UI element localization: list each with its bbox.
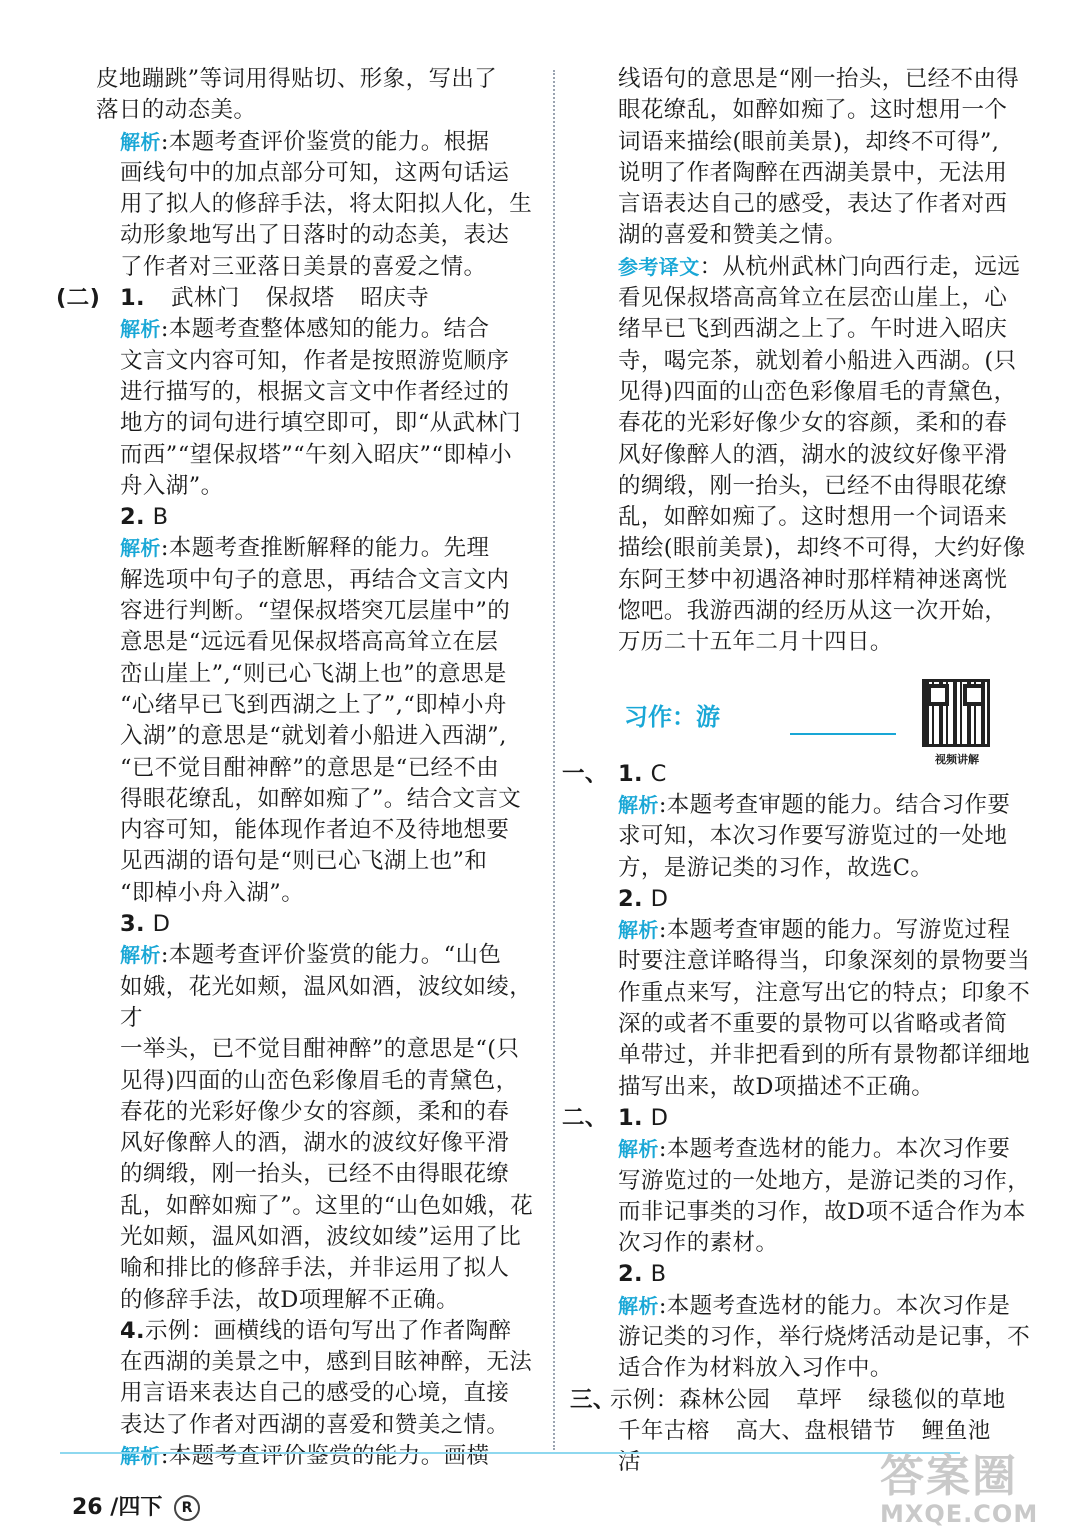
text-line: 文言文内容可知，作者是按照游览顺序 [120,347,510,374]
text-line: 湖的喜爱和赞美之情。 [618,222,848,249]
page-number [72,1490,200,1521]
section-marker: (二) [56,285,101,312]
text-line: 惚吧。我游西湖的经历从这一次开始， [618,598,1008,625]
answer: 昭庆寺 [360,285,430,312]
text-line: “已不觉目酣神醉”的意思是“已经不由 [120,754,500,781]
text-line: 得眼花缭乱，如醉如痴了”。结合文言文 [120,785,522,812]
jiexi-tag: 解析 [120,317,161,342]
jiexi-tag: 解析 [120,536,161,561]
text-line: 而西”“望保叔塔”“午刻入昭庆”“即棹小 [120,441,513,468]
text-line: 落日的动态美。 [96,97,257,124]
answer: B [152,504,169,531]
translation-tag: 参考译文 [618,254,700,279]
text-line: 言语表达自己的感受，表达了作者对西 [618,191,1008,218]
answer: D [152,911,171,938]
text-line: 本题考查审题的能力。写游览过程 [666,917,1011,944]
text-line: “即棹小舟入湖”。 [120,879,305,906]
text-line: 描写出来，故D项描述不正确。 [618,1073,935,1100]
text-line: 本题考查评价鉴赏的能力。画横 [168,1443,490,1470]
question-group-2: (二) 1. 武林门 保叔塔 昭庆寺 解析:本题考查整体感知的能力。结合 文言文内容可知，作者是按照游览顺序 进行描写的，根据文言文中作者经过的 地方的词句进行填空即可，即“从武林门 而西”“望保叔塔”“午刻入昭庆”“即棹小 舟入湖”。 2. B 解析:本题考查推断解释的能力。先理 解选项中句子的意思，再结合文言文内 容进行判断。“望保叔塔突兀层崖中”的 意思是“远远看见保叔塔高高耸立在层 峦山崖上”,“则已心飞湖上也”的意思是 “心绪早已飞到西湖之上了”,“即棹小舟 入湖”的意思是“就划着小船进入西湖”, “已不觉目酣神醉”的意思是“已经不由 得眼花缭乱，如醉如痴了”。结合文言文 内容可知，能体现作者迫不及待地想要 见西湖的语句是“则已心飞湖上也”和 “即棹小舟入湖”。 3. D 解析:本题考查评价鉴赏的能力。“山色 如娥，花光如颊，温风如酒，波纹如绫，才 一举头，已不觉目酣神醉”的意思是“(只 见得)四面的山峦色彩像眉毛的青黛色， 春花的光彩好像少女的容颜，柔和的春 风好像醉人的酒，湖水的波纹好像平滑 的绸缎，刚一抬头，已经不由得眼花缭 乱，如醉如痴了”。这里的“山色如娥，花 光如颊，温风如酒，波纹如绫”运用了比 喻和排比的修辞手法，并非运用了拟人 的修辞手法，故D项理解不正确。 4.示例：画横线的语句写出了作者陶醉 在西湖的美景之中，感到目眩神醉，无法 用言语来表达自己的感受的心境，直接 表达了作者对西湖的喜爱和赞美之情。 解析:本题考查评价鉴赏的能力。画横 [96,283,536,1472]
text-line: 词语来描绘(眼前美景)，却终不可得”, [618,128,1000,155]
text-line: 单带过，并非把看到的所有景物都详细地 [618,1042,1031,1069]
text-line: 见西湖的语句是“则已心飞湖上也”和 [120,848,488,875]
jiexi-block-a: 解析:本题考查评价鉴赏的能力。根据 画线句中的加点部分可知，这两句话运 用了拟人的修辞手法，将太阳拟人化，生 动形象地写出了日落时的动态美，表达 了作者对三亚落日美景的喜爱之情。 [96,127,536,283]
text-line: 乱，如醉如痴了。这时想用一个词语来 [618,504,1008,531]
text-line: 意思是“远远看见保叔塔高高耸立在层 [120,629,499,656]
text-line: 本题考查评价鉴赏的能力。“山色 [168,942,502,969]
text-line: 时要注意详略得当，印象深刻的景物要当 [618,948,1031,975]
text-line: 说明了作者陶醉在西湖美景中，无法用 [618,159,1008,186]
answer: 保叔塔 [265,285,335,312]
text-line: 风好像醉人的酒，湖水的波纹好像平滑 [618,441,1008,468]
answer: D [650,1104,669,1131]
text-line: 进行描写的，根据文言文中作者经过的 [120,378,510,405]
section-marker: 一、 [562,760,608,787]
text-line: 地方的词句进行填空即可，即“从武林门 [120,410,522,437]
text-line: 在西湖的美景之中，感到目眩神醉，无法 [120,1349,533,1376]
question-number: 3. [120,911,146,938]
edition-mark-icon: R [174,1495,200,1521]
question-number: 4. [120,1317,146,1344]
text-line: 乱，如醉如痴了”。这里的“山色如娥，花 [120,1192,534,1219]
text-line: 本题考查审题的能力。结合习作要 [666,791,1011,818]
text-line: 用言语来表达自己的感受的心境，直接 [120,1380,510,1407]
text-line: 风好像醉人的酒，湖水的波纹好像平滑 [120,1130,510,1157]
answer: 武林门 [171,285,240,312]
answer: 活 [618,1449,641,1476]
question-number: 1. [618,760,644,787]
text-line: 作重点来写，注意写出它的特点；印象不 [618,979,1031,1006]
text-line: 求可知，本次习作要写游览过的一处地 [618,823,1008,850]
answer: 示例：森林公园 [610,1386,771,1413]
jiexi-tag: 解析 [618,1137,659,1162]
qr-code-icon[interactable] [922,679,990,747]
text-line: 入湖”的意思是“就划着小船进入西湖”, [120,723,507,750]
answer: 高大、盘根错节 [735,1417,896,1444]
text-line: 见得)四面的山峦色彩像眉毛的青黛色， [618,378,1017,405]
translation-block [594,252,1034,659]
jiexi-tag: 解析 [618,1293,659,1318]
text-line: 解选项中句子的意思，再结合文言文内 [120,566,510,593]
text-line: 春花的光彩好像少女的容颜，柔和的春 [618,410,1008,437]
text-line: 见得)四面的山峦色彩像眉毛的青黛色， [120,1067,519,1094]
text-line: 游记类的习作，举行烧烤活动是记事，不 [618,1323,1031,1350]
intro-block [96,64,536,127]
answer: 鲤鱼池 [921,1417,991,1444]
answer: 示例：画横线的语句写出了作者陶醉 [145,1317,512,1344]
text-line: 的绸缎，刚一抬头，已经不由得眼花缭 [618,472,1008,499]
jiexi-tag: 解析 [120,943,161,968]
text-line: 绪早已飞到西湖之上了。午时进入昭庆 [618,316,1008,343]
section-marker: 二、 [562,1104,608,1131]
question-number: 2. [618,1261,644,1288]
text-line: 的绸缎，刚一抬头，已经不由得眼花缭 [120,1161,510,1188]
jiexi-tag: 解析 [120,1444,161,1469]
watermark-text: 答案圈 [880,1451,1018,1502]
jiexi-tag: 解析 [120,129,161,154]
text-line: 光如颊，温风如酒，波纹如绫”运用了比 [120,1223,522,1250]
text-line: 万历二十五年二月十四日。 [618,629,893,656]
text-line: 写游览过的一处地方，是游记类的习作， [618,1167,1031,1194]
text-line: 本题考查整体感知的能力。结合 [168,316,490,343]
text-line: 皮地蹦跳”等词用得贴切、形象，写出了 [96,66,498,92]
text-line: 容进行判断。“望保叔塔突兀层崖中”的 [120,598,511,625]
left-column [56,64,536,1472]
text-line: 本题考查推断解释的能力。先理 [168,535,490,562]
answer: D [650,885,669,912]
text-line: 一举头，已不觉目酣神醉”的意思是“(只 [120,1036,520,1063]
title-blank-line [790,733,896,735]
question-number: 2. [120,504,146,531]
text-line: 看见保叔塔高高耸立在层峦山崖上，心 [618,285,1008,312]
text-line: 次习作的素材。 [618,1230,779,1257]
text-line: 动形象地写出了日落时的动态美，表达 [120,222,510,249]
text-line: ：从杭州武林门向西行走，远远 [699,253,1021,280]
answer: 绿毯似的草地 [868,1386,1006,1413]
answer: B [650,1261,667,1288]
jiexi-tag: 解析 [618,918,659,943]
right-column [562,64,1034,1478]
text-line: 本题考查选材的能力。本次习作是 [666,1292,1011,1319]
question-number: 2. [618,885,644,912]
text-line: 用了拟人的修辞手法，将太阳拟人化，生 [120,191,533,218]
text-line: 内容可知，能体现作者迫不及待地想要 [120,817,510,844]
text-line: 的修辞手法，故D项理解不正确。 [120,1286,460,1313]
column-divider [553,70,555,1450]
text-line: 本题考查选材的能力。本次习作要 [666,1136,1011,1163]
qr-label: 视频讲解 [935,752,979,766]
text-line: 画线句中的加点部分可知，这两句话运 [120,159,510,186]
jiexi-continued [594,64,1034,252]
text-line: 东阿王梦中初遇洛神时那样精神迷离恍 [618,566,1008,593]
text-line: 本题考查评价鉴赏的能力。根据 [168,128,490,155]
text-line: 春花的光彩好像少女的容颜，柔和的春 [120,1098,510,1125]
answer: C [650,760,667,787]
answer: 草坪 [796,1386,843,1413]
answer: 千年古榕 [618,1417,710,1444]
section-marker: 三、 [570,1386,616,1413]
jiexi-tag: 解析 [618,792,659,817]
text-line: 适合作为材料放入习作中。 [618,1355,893,1382]
question-number: 1. [618,1104,644,1131]
text-line: “心绪早已飞到西湖之上了”,“即棹小舟 [120,691,507,718]
grade-label: /四下 [110,1495,163,1520]
text-line: 了作者对三亚落日美景的喜爱之情。 [120,253,487,280]
section-header [594,665,1034,766]
text-line: 如娥，花光如颊，温风如酒，波纹如绫，才 [120,973,533,1031]
section-title: 习作：游 [624,702,720,731]
text-line: 线语句的意思是“刚一抬头，已经不由得 [618,66,1020,92]
watermark-domain: MXQE.COM [880,1500,1039,1528]
text-line: 舟入湖”。 [120,472,224,499]
text-line: 眼花缭乱，如醉如痴了。这时想用一个 [618,97,1008,124]
watermark [880,1440,1060,1530]
text-line: 寺，喝完茶，就划着小船进入西湖。(只 [618,347,1017,374]
text-line: 而非记事类的习作，故D项不适合作为本 [618,1198,1026,1225]
question-number: 1. [120,285,146,312]
text-line: 表达了作者对西湖的喜爱和赞美之情。 [120,1411,510,1438]
text-line: 深的或者不重要的景物可以省略或者简 [618,1011,1008,1038]
part-two: 二、 1. D 解析:本题考查选材的能力。本次习作要 写游览过的一处地方，是游记类的习作， 而非记事类的习作，故D项不适合作为本 次习作的素材。 2. B 解析:本题考查选材的能力。本次习作是 游记类的习作，举行烧烤活动是记事，不 适合作为材料放入习作中。 [594,1103,1034,1385]
footer-rule [60,1452,960,1454]
text-line: 方，是游记类的习作，故选C。 [618,854,934,881]
part-one: 一、 1. C 解析:本题考查审题的能力。结合习作要 求可知，本次习作要写游览过的一处地 方，是游记类的习作，故选C。 2. D 解析:本题考查审题的能力。写游览过程 时要注意详略得当，印象深刻的景物要当 作重点来写，注意写出它的特点；印象不 深的或者不重要的景物可以省略或者简 单带过，并非把看到的所有景物都详细地 描写出来，故D项描述不正确。 [594,759,1034,1103]
page-num-value: 26 [72,1495,103,1520]
text-line: 峦山崖上”,“则已心飞湖上也”的意思是 [120,660,507,687]
text-line: 描绘(眼前美景)，却终不可得，大约好像 [618,535,1026,562]
text-line: 喻和排比的修辞手法，并非运用了拟人 [120,1255,510,1282]
